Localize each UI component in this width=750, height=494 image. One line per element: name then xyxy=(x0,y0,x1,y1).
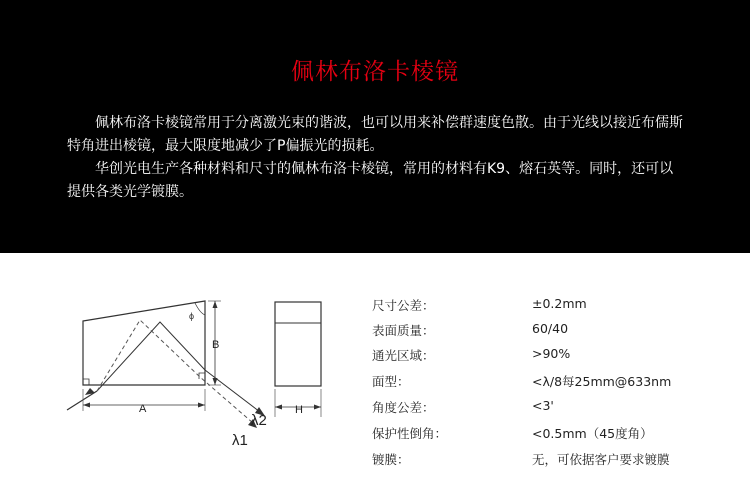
spec-value: 60/40 xyxy=(532,321,569,336)
spec-label: 表面质量： xyxy=(372,323,435,338)
spec-value: 无，可依据客户要求镀膜 xyxy=(532,452,670,467)
prism-diagram xyxy=(55,285,355,455)
spec-value: ±0.2mm xyxy=(532,296,587,311)
spec-label: 保护性倒角： xyxy=(372,426,448,441)
input-beam xyxy=(67,391,97,410)
intro-paragraph-1: 佩林布洛卡棱镜常用于分离激光束的谐波，也可以用来补偿群速度色散。由于光线以接近布儒斯特角进出棱镜，最大限度地减少了P偏振光的损耗。 xyxy=(67,115,683,154)
dimension-b-label: B xyxy=(212,339,220,351)
spec-value: <0.5mm（45度角） xyxy=(532,426,653,441)
prism-end-view xyxy=(275,302,321,386)
beam-path-dashed xyxy=(97,320,253,423)
spec-label: 角度公差： xyxy=(372,400,435,415)
intro-text xyxy=(67,112,687,204)
spec-label: 镀膜： xyxy=(372,452,410,467)
spec-value: >90% xyxy=(532,346,571,361)
dimension-a-label: A xyxy=(139,403,147,415)
spec-label: 尺寸公差： xyxy=(372,298,435,313)
phi-label: ϕ xyxy=(189,311,195,321)
page-title: 佩林布洛卡棱镜 xyxy=(291,59,459,85)
spec-label: 通光区域： xyxy=(372,348,435,363)
spec-label: 面型： xyxy=(372,374,410,389)
beam-path-solid xyxy=(97,322,260,412)
prism-side-view xyxy=(83,301,205,385)
lambda1-label: λ1 xyxy=(232,432,248,449)
intro-paragraph-2: 华创光电生产各种材料和尺寸的佩林布洛卡棱镜，常用的材料有K9、熔石英等。同时，还可以提供各类光学镀膜。 xyxy=(67,161,674,200)
lambda2-label: λ2 xyxy=(251,412,267,429)
dimension-h-label: H xyxy=(295,404,303,416)
spec-value: <3' xyxy=(532,398,554,413)
spec-value: <λ/8每25mm@633nm xyxy=(532,374,672,389)
